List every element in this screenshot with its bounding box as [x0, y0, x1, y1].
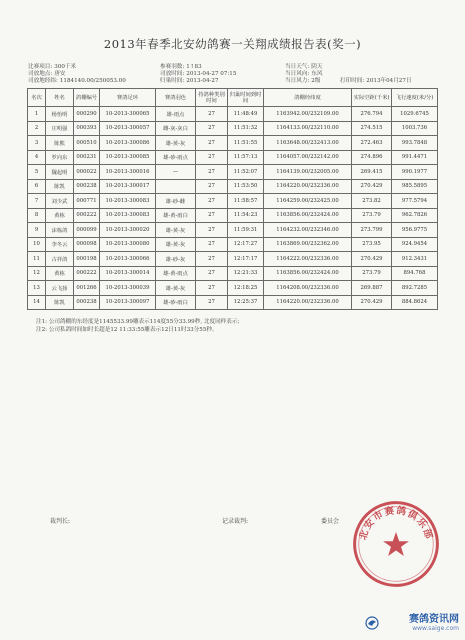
table-cell: 1163869.00/232362.00	[264, 237, 352, 252]
table-cell: 12:17:27	[228, 237, 264, 252]
meta-value: 2013年04月27日	[366, 78, 412, 84]
table-cell: 000393	[74, 121, 100, 136]
meta-label: 参赛羽数:	[160, 64, 185, 70]
table-cell: 27	[196, 121, 228, 136]
table-cell: 1164259.00/232425.00	[264, 194, 352, 209]
site-watermark	[409, 610, 459, 632]
table-cell: 1029.6745	[392, 107, 438, 122]
table-cell: 1164220.00/232336.00	[264, 295, 352, 310]
table-cell: 13	[28, 281, 46, 296]
table-cell: 雄-砂-雨点	[156, 150, 196, 165]
table-cell: 12:25:37	[228, 295, 264, 310]
table-row	[28, 252, 438, 267]
meta-value: 2013-04-27 07:15	[186, 71, 237, 77]
header-cell: 名次	[28, 89, 46, 107]
meta-wind-force	[285, 76, 320, 84]
table-cell: 4	[28, 150, 46, 165]
table-cell: 1	[28, 107, 46, 122]
meta-label: 司放时间:	[160, 71, 185, 77]
table-cell: 10-2013-300066	[100, 252, 156, 267]
table-row	[28, 208, 438, 223]
meta-label: 比赛项目:	[28, 64, 53, 70]
meta-value: 1↑83	[186, 64, 202, 70]
table-cell: 10-2013-300086	[100, 136, 156, 151]
table-cell: 10-2013-300014	[100, 266, 156, 281]
watermark-name: 赛鸽资讯网	[409, 614, 459, 625]
table-cell: 雄-黄-灰	[156, 281, 196, 296]
table-cell: 11:59:31	[228, 223, 264, 238]
table-cell: 雄-砂-雨白	[156, 295, 196, 310]
table-cell: 陈凯	[46, 295, 74, 310]
table-cell: 11:51:32	[228, 121, 264, 136]
table-cell: 古祥鸽	[46, 252, 74, 267]
table-cell: 罗向东	[46, 150, 74, 165]
results-table	[27, 88, 438, 310]
table-cell	[156, 179, 196, 194]
table-cell: 10-2013-300065	[100, 107, 156, 122]
table-cell: 黄栋	[46, 266, 74, 281]
table-cell: 14	[28, 295, 46, 310]
table-row	[28, 107, 438, 122]
table-cell: 11	[28, 252, 46, 267]
table-row	[28, 136, 438, 151]
table-cell: 274.515	[352, 121, 392, 136]
table-cell: 000771	[74, 194, 100, 209]
table-cell: 陈凯	[46, 179, 74, 194]
meta-value: 300千米	[54, 64, 77, 70]
table-cell: 991.4471	[392, 150, 438, 165]
table-cell: 11:58:57	[228, 194, 264, 209]
table-cell: 刘少武	[46, 194, 74, 209]
table-row	[28, 121, 438, 136]
meta-label: 司放地点:	[28, 71, 53, 77]
table-cell: 270.429	[352, 179, 392, 194]
meta-value: 东风	[311, 71, 323, 77]
table-cell: 8	[28, 208, 46, 223]
meta-value: 2级	[311, 78, 321, 84]
table-cell: 990.1977	[392, 165, 438, 180]
table-cell: 7	[28, 194, 46, 209]
table-cell: 12	[28, 266, 46, 281]
table-cell: 3	[28, 136, 46, 151]
meta-release-coords	[28, 76, 126, 84]
table-cell: 270.429	[352, 252, 392, 267]
table-cell: 陈熊	[46, 136, 74, 151]
table-cell: 雄-黄-灰	[156, 136, 196, 151]
meta-label: 当日风力:	[285, 78, 310, 84]
table-cell: 6	[28, 179, 46, 194]
pigeon-logo-icon	[365, 616, 379, 630]
table-cell: 274.896	[352, 150, 392, 165]
referee-signature: 裁判长:	[50, 518, 71, 525]
table-cell: 27	[196, 165, 228, 180]
table-cell: 000238	[74, 295, 100, 310]
table-cell: 10-2013-300097	[100, 295, 156, 310]
table-row	[28, 150, 438, 165]
table-cell: 1164057.00/232142.00	[264, 150, 352, 165]
table-cell: 雄-黄-灰	[156, 223, 196, 238]
table-cell: 5	[28, 165, 46, 180]
table-cell: 1003.736	[392, 121, 438, 136]
meta-value: 唐安	[54, 71, 66, 77]
table-cell: 10	[28, 237, 46, 252]
table-cell: 27	[196, 208, 228, 223]
table-cell: 12:21:33	[228, 266, 264, 281]
table-cell: 27	[196, 107, 228, 122]
table-cell: 雌-灰-灰白	[156, 121, 196, 136]
results-body	[28, 107, 438, 310]
meta-report-time	[160, 76, 219, 84]
table-cell: 雄-黄-雨点	[156, 266, 196, 281]
table-cell: 9	[28, 223, 46, 238]
table-cell: 27	[196, 281, 228, 296]
meta-label: 打印时间:	[340, 78, 365, 84]
table-cell: 雄-砂-雌	[156, 194, 196, 209]
table-cell: 1163856.00/232424.00	[264, 266, 352, 281]
table-cell: 000290	[74, 107, 100, 122]
table-cell: 黄栋	[46, 208, 74, 223]
table-cell: 雄-砂-灰	[156, 252, 196, 267]
recorder-signature: 记录裁判:	[222, 518, 249, 525]
table-cell: 11:54:23	[228, 208, 264, 223]
table-cell: 27	[196, 136, 228, 151]
meta-value: 1184140.00/250053.00	[59, 78, 126, 84]
table-cell: 273.82	[352, 194, 392, 209]
table-cell: 12:18:25	[228, 281, 264, 296]
table-cell: 000222	[74, 266, 100, 281]
table-cell: 273.799	[352, 223, 392, 238]
table-cell: 雄-黄-雨白	[156, 208, 196, 223]
table-cell: 273.79	[352, 208, 392, 223]
table-cell: 884.8624	[392, 295, 438, 310]
committee-signature: 委员会	[321, 518, 340, 525]
table-cell: 10-2013-300016	[100, 165, 156, 180]
table-cell: 000222	[74, 208, 100, 223]
table-cell: 沫栋鸽	[46, 223, 74, 238]
table-cell: 10-2013-300083	[100, 194, 156, 209]
table-cell: 10-2013-300020	[100, 223, 156, 238]
table-row	[28, 295, 438, 310]
table-cell: 000022	[74, 165, 100, 180]
table-cell: 985.5895	[392, 179, 438, 194]
table-cell: 273.95	[352, 237, 392, 252]
table-row	[28, 237, 438, 252]
table-cell: 1164222.00/232336.00	[264, 252, 352, 267]
table-cell: 云飞扬	[46, 281, 74, 296]
table-cell: 993.7848	[392, 136, 438, 151]
table-cell: 10-2013-300039	[100, 281, 156, 296]
table-cell: 27	[196, 237, 228, 252]
table-cell: 1164139.00/232005.00	[264, 165, 352, 180]
table-cell: 1164232.00/232346.00	[264, 223, 352, 238]
table-cell: 894.768	[392, 266, 438, 281]
table-cell: —	[156, 165, 196, 180]
club-seal-stamp	[350, 498, 442, 590]
table-row	[28, 194, 438, 209]
table-cell: 000238	[74, 179, 100, 194]
meta-value: 阴天	[311, 64, 323, 70]
meta-label: 司放地经纬:	[28, 78, 58, 84]
meta-value: 2013-04-27	[186, 78, 219, 84]
table-cell: 962.7826	[392, 208, 438, 223]
table-cell: 10-2013-300057	[100, 121, 156, 136]
table-cell: 000231	[74, 150, 100, 165]
meta-label: 归巢时间:	[160, 78, 185, 84]
table-cell: 10-2013-300085	[100, 150, 156, 165]
table-cell: 1163942.00/232109.00	[264, 107, 352, 122]
table-cell: 273.79	[352, 266, 392, 281]
table-row	[28, 223, 438, 238]
table-cell: 1163856.00/232424.00	[264, 208, 352, 223]
table-cell: 1164133.00/232110.00	[264, 121, 352, 136]
note-line: 注2: 公司私鸽时间如时长超是12 11:33:55雕表示12日11时33分55秒。	[36, 327, 218, 333]
table-cell: 272.463	[352, 136, 392, 151]
header-cell: 实际空距(千米)	[352, 89, 392, 107]
header-cell: 姓名	[46, 89, 74, 107]
table-cell: 269.887	[352, 281, 392, 296]
table-cell: 10-2013-300080	[100, 237, 156, 252]
note-line: 注1: 公司鸽棚的东经度是1145533.99雕表示114度55分33.99秒, 北度同样表示;	[36, 319, 240, 325]
table-cell: 李冬云	[46, 237, 74, 252]
table-cell: 270.429	[352, 295, 392, 310]
table-cell: 912.3431	[392, 252, 438, 267]
table-cell: 11:51:55	[228, 136, 264, 151]
meta-print-time	[340, 76, 412, 84]
table-cell: 27	[196, 179, 228, 194]
header-cell: 赛鸽足环	[100, 89, 156, 107]
table-cell: 2	[28, 121, 46, 136]
table-cell: 27	[196, 194, 228, 209]
table-cell: 杨怡明	[46, 107, 74, 122]
table-cell: 12:17:17	[228, 252, 264, 267]
table-cell: 雄-雨点	[156, 107, 196, 122]
table-cell: 000198	[74, 252, 100, 267]
table-cell: 1164208.00/232336.00	[264, 281, 352, 296]
table-cell: 庄明强	[46, 121, 74, 136]
table-cell: 11:52:07	[228, 165, 264, 180]
table-cell: 924.9454	[392, 237, 438, 252]
table-row	[28, 165, 438, 180]
table-cell: 10-2013-300083	[100, 208, 156, 223]
table-cell: 27	[196, 295, 228, 310]
table-row	[28, 281, 438, 296]
report-title: 2013年春季北安幼鸽赛一关翔成绩报告表(奖一)	[103, 37, 362, 51]
header-cell: 鸽棚编号	[74, 89, 100, 107]
header-cell: 持鸽种类别时间	[196, 89, 228, 107]
table-cell: 000510	[74, 136, 100, 151]
table-cell: 27	[196, 223, 228, 238]
table-cell: 956.9775	[392, 223, 438, 238]
table-cell: 276.794	[352, 107, 392, 122]
table-cell: 1164220.00/232336.00	[264, 179, 352, 194]
table-cell: 269.415	[352, 165, 392, 180]
table-cell: 1163648.00/232413.00	[264, 136, 352, 151]
table-cell: 10-2013-300017	[100, 179, 156, 194]
table-cell: 魏起明	[46, 165, 74, 180]
table-header-row	[28, 89, 438, 107]
table-row	[28, 179, 438, 194]
table-cell: 11:48:49	[228, 107, 264, 122]
watermark-url: www.saige.com	[412, 625, 459, 632]
table-row	[28, 266, 438, 281]
table-cell: 27	[196, 252, 228, 267]
table-cell: 11:57:13	[228, 150, 264, 165]
header-cell: 赛鸽羽色	[156, 89, 196, 107]
meta-label: 当日风向:	[285, 71, 310, 77]
table-cell: 27	[196, 150, 228, 165]
header-cell: 归巢时间到时间	[228, 89, 264, 107]
table-cell: 27	[196, 266, 228, 281]
meta-label: 当日天气:	[285, 64, 310, 70]
header-cell: 鸽棚经纬度	[264, 89, 352, 107]
table-cell: 001266	[74, 281, 100, 296]
table-cell: 11:53:50	[228, 179, 264, 194]
table-cell: 000099	[74, 223, 100, 238]
notes	[36, 318, 239, 334]
header-cell: 飞行速度(米/分)	[392, 89, 438, 107]
table-cell: 000098	[74, 237, 100, 252]
table-cell: 雄-黄-灰	[156, 237, 196, 252]
table-cell: 977.5794	[392, 194, 438, 209]
table-cell: 892.7285	[392, 281, 438, 296]
seal-text: 北安市赛鸽俱乐部	[357, 505, 435, 542]
